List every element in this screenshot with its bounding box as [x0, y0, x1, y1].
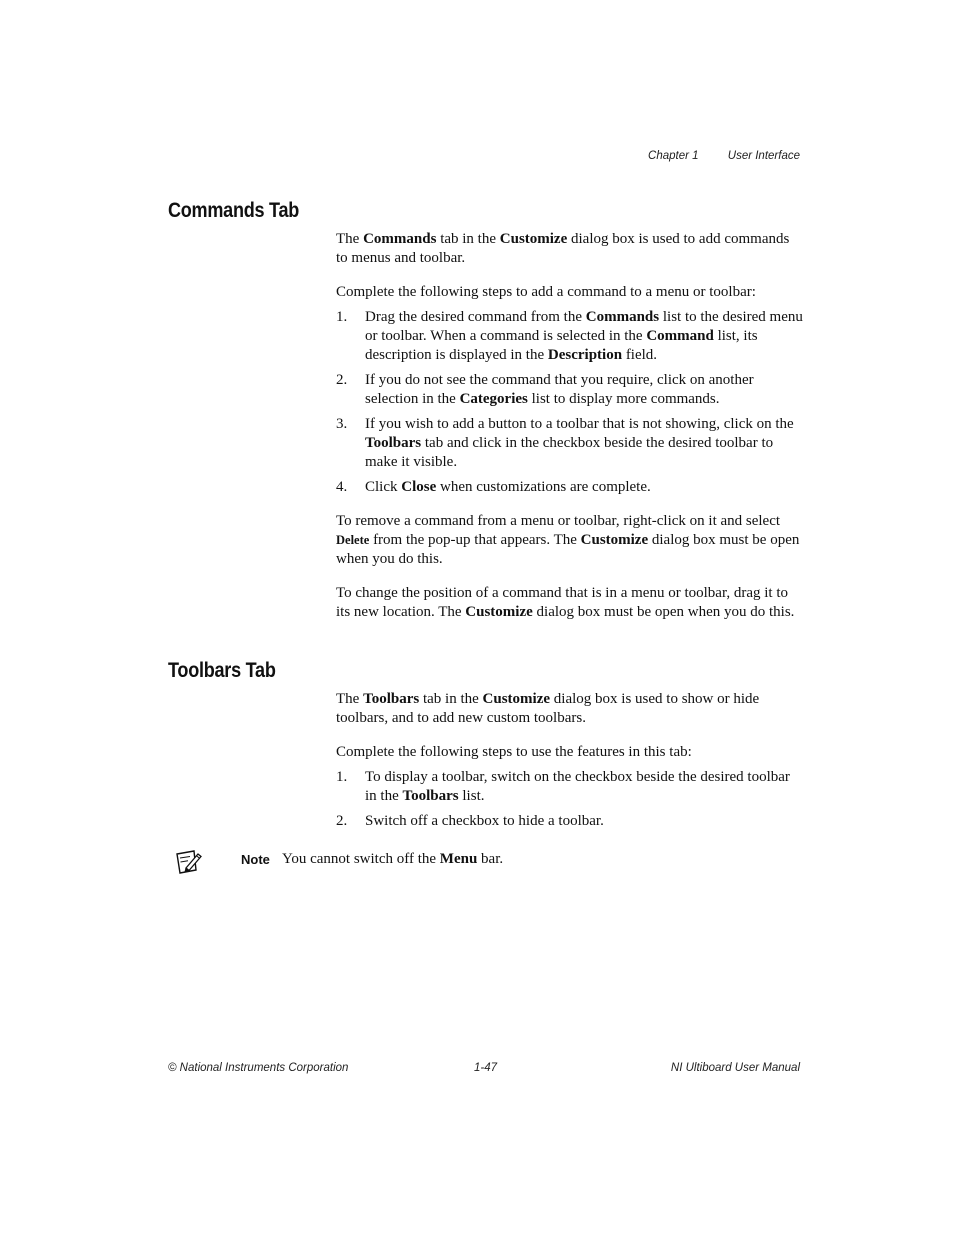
toolbars-steps-intro: Complete the following steps to use the features in this tab:	[336, 744, 692, 760]
note-label: Note	[241, 852, 270, 867]
list-item: 2. If you do not see the command that you require, click on another selection in the Categories list to display more commands.	[336, 372, 754, 407]
commands-steps-list	[336, 308, 804, 497]
footer-manual-title: NI Ultiboard User Manual	[670, 1062, 800, 1074]
commands-intro-paragraph: The Commands tab in the Customize dialog box is used to add commands to menus and toolbar.	[336, 231, 790, 266]
commands-steps-intro: Complete the following steps to add a command to a menu or toolbar:	[336, 284, 756, 300]
list-item: 1. Drag the desired command from the Commands list to the desired menu or toolbar. When a command is selected in the Command list, its description is displayed in the Description field.	[336, 309, 803, 363]
footer-copyright: © National Instruments Corporation	[168, 1062, 349, 1074]
note-text: You cannot switch off the Menu bar.	[282, 851, 504, 867]
toolbars-intro-paragraph: The Toolbars tab in the Customize dialog box is used to show or hide toolbars, and to add new custom toolbars.	[336, 691, 760, 726]
chapter-label: Chapter 1	[648, 150, 699, 162]
commands-tab-section	[336, 230, 804, 622]
running-header	[648, 150, 800, 162]
list-item: 2. Switch off a checkbox to hide a toolbar.	[336, 813, 604, 829]
move-command-paragraph: To change the position of a command that is in a menu or toolbar, drag it to its new location. The Customize dialog box must be open when you do this.	[336, 585, 795, 620]
remove-command-paragraph: To remove a command from a menu or toolbar, right-click on it and select Delete from the pop-up that appears. The Customize dialog box must be open when you do this.	[336, 513, 800, 567]
toolbars-tab-heading: Toolbars Tab	[168, 659, 276, 682]
commands-tab-heading: Commands Tab	[168, 199, 300, 222]
footer-page-number: 1-47	[474, 1062, 498, 1074]
toolbars-steps-list	[336, 768, 804, 831]
toolbars-tab-section	[336, 690, 804, 837]
note-callout	[168, 848, 808, 878]
note-pencil-icon	[174, 848, 204, 876]
list-item: 3. If you wish to add a button to a toolbar that is not showing, click on the Toolbars tab and click in the checkbox beside the desired toolbar to make it visible.	[336, 416, 794, 470]
list-item: 4. Click Close when customizations are complete.	[336, 479, 651, 495]
chapter-section-label: User Interface	[727, 150, 800, 162]
list-item: 1. To display a toolbar, switch on the checkbox beside the desired toolbar in the Toolbars list.	[336, 769, 790, 804]
